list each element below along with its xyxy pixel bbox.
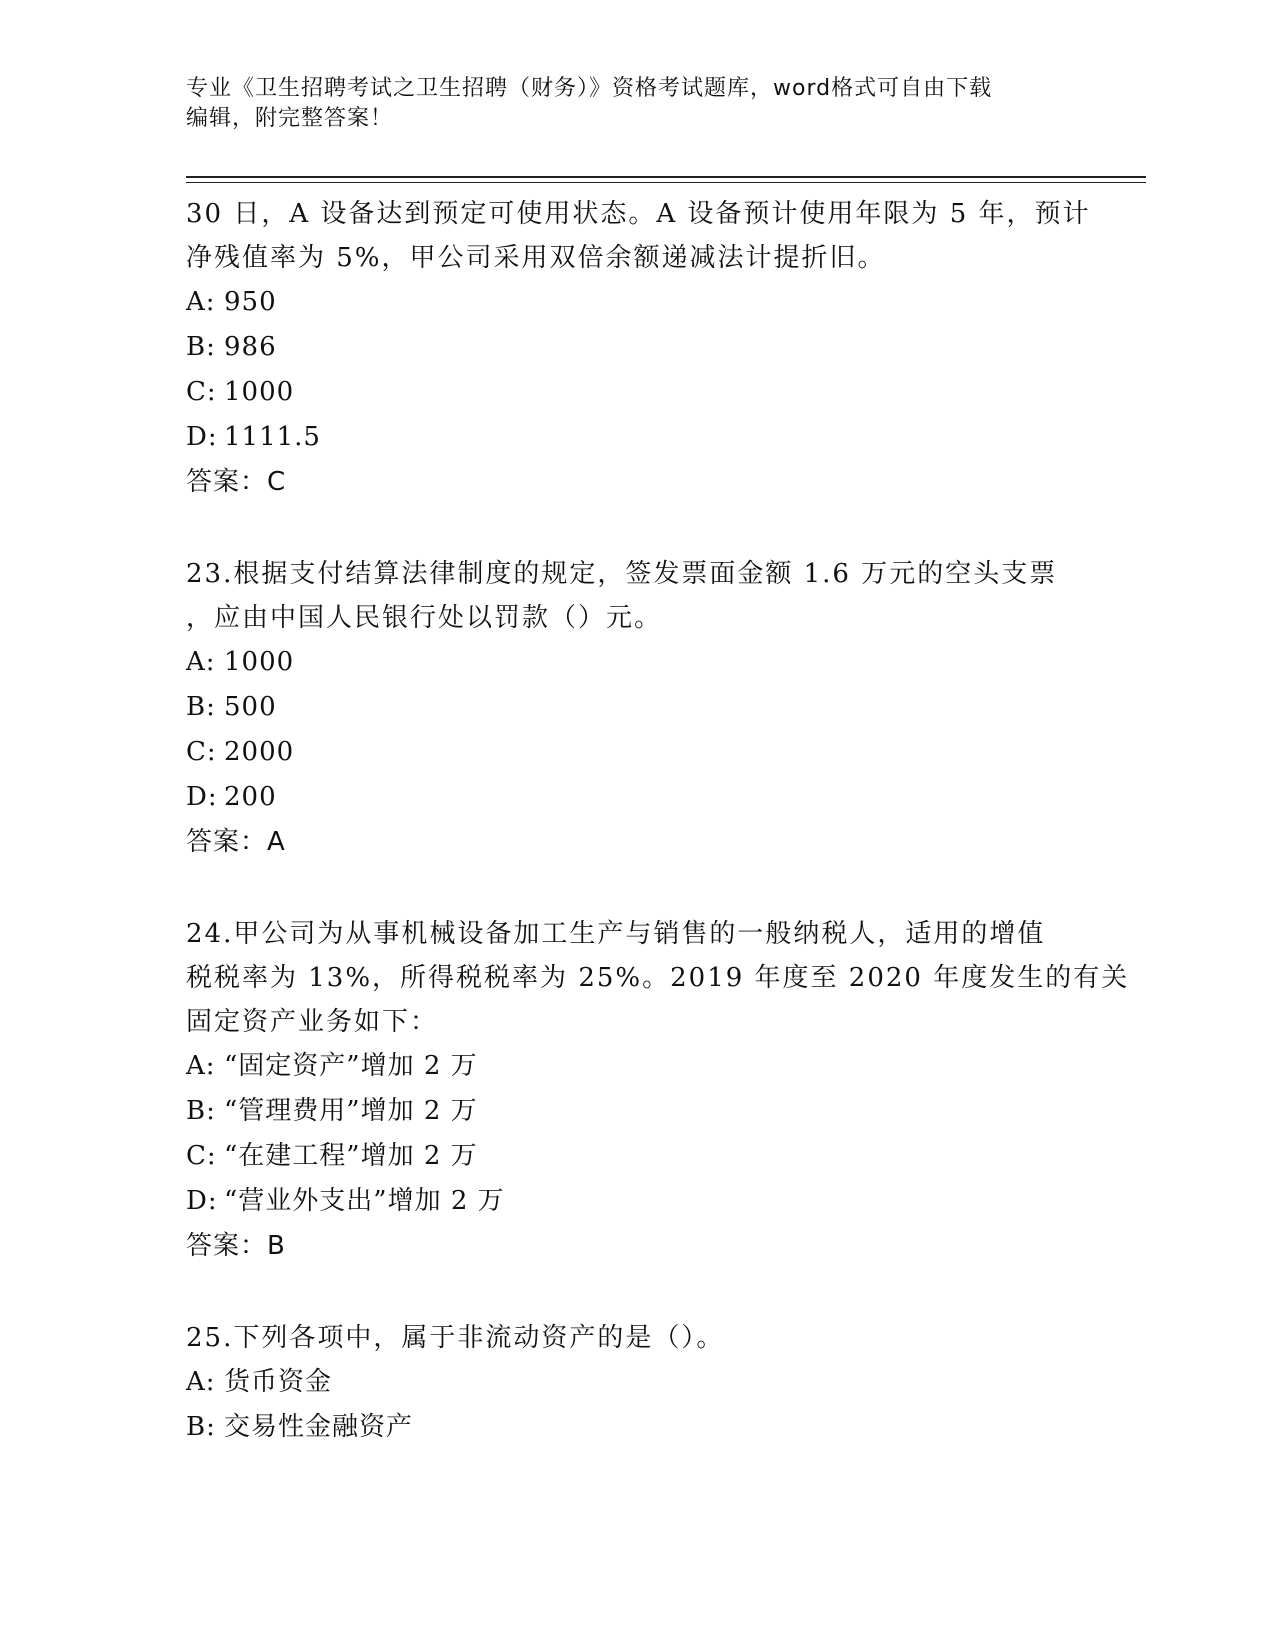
answer-line: 答案：B bbox=[186, 1231, 286, 1261]
question-text bbox=[186, 912, 1130, 1044]
option-value: 1000 bbox=[224, 647, 295, 677]
option-key: B: bbox=[186, 332, 216, 362]
question-text bbox=[186, 192, 1091, 280]
question-text-line: 25.下列各项中，属于非流动资产的是（）。 bbox=[186, 1323, 725, 1353]
header-divider-thin bbox=[186, 182, 1146, 183]
question-text bbox=[186, 552, 1086, 640]
question-block bbox=[186, 552, 1086, 864]
option-key: D: bbox=[186, 422, 218, 452]
answer-line: 答案：C bbox=[186, 467, 287, 497]
option-value: 200 bbox=[224, 782, 277, 812]
option-b bbox=[186, 685, 1086, 730]
option-value: 986 bbox=[224, 332, 277, 362]
option-d bbox=[186, 775, 1086, 820]
question-text-line: 24.甲公司为从事机械设备加工生产与销售的一般纳税人，适用的增值 bbox=[186, 919, 1046, 949]
option-b bbox=[186, 325, 1086, 370]
option-key: A: bbox=[186, 1367, 216, 1397]
answer-line: 答案：A bbox=[186, 827, 286, 857]
option-a bbox=[186, 1044, 1086, 1089]
option-c bbox=[186, 730, 1086, 775]
option-key: A: bbox=[186, 647, 216, 677]
option-value: 500 bbox=[224, 692, 277, 722]
question-block bbox=[186, 192, 1091, 504]
option-key: D: bbox=[186, 1186, 218, 1216]
option-c bbox=[186, 1134, 1086, 1179]
question-block bbox=[186, 912, 1130, 1268]
option-key: C: bbox=[186, 737, 217, 767]
option-a bbox=[186, 640, 1086, 685]
question-text-line: 23.根据支付结算法律制度的规定，签发票面金额 1.6 万元的空头支票 bbox=[186, 559, 1058, 589]
option-key: A: bbox=[186, 287, 216, 317]
option-a bbox=[186, 1360, 1086, 1405]
option-value: 交易性金融资产 bbox=[224, 1412, 414, 1442]
option-key: A: bbox=[186, 1051, 216, 1081]
option-key: D: bbox=[186, 782, 218, 812]
document-header bbox=[186, 74, 1066, 134]
header-line-2: 编辑，附完整答案！ bbox=[186, 106, 394, 131]
question-text-line: 固定资产业务如下： bbox=[186, 1007, 439, 1037]
option-c bbox=[186, 370, 1086, 415]
option-key: B: bbox=[186, 692, 216, 722]
option-value: 1111.5 bbox=[224, 422, 321, 452]
header-divider-thick bbox=[186, 176, 1146, 178]
question-text-line: 净残值率为 5%，甲公司采用双倍余额递减法计提折旧。 bbox=[186, 243, 886, 273]
question-text-line: 30 日，A 设备达到预定可使用状态。A 设备预计使用年限为 5 年，预计 bbox=[186, 199, 1091, 229]
option-b bbox=[186, 1405, 1086, 1450]
header-line-1: 专业《卫生招聘考试之卫生招聘（财务）》资格考试题库，word格式可自由下载 bbox=[186, 76, 993, 101]
option-value: 950 bbox=[224, 287, 277, 317]
option-value: “管理费用”增加 2 万 bbox=[224, 1096, 478, 1126]
option-d bbox=[186, 1179, 1086, 1224]
option-b bbox=[186, 1089, 1086, 1134]
option-value: “固定资产”增加 2 万 bbox=[224, 1051, 478, 1081]
question-text bbox=[186, 1316, 1086, 1360]
option-key: B: bbox=[186, 1096, 216, 1126]
option-key: B: bbox=[186, 1412, 216, 1442]
option-value: 2000 bbox=[224, 737, 295, 767]
question-text-line: 税税率为 13%，所得税税率为 25%。2019 年度至 2020 年度发生的有关 bbox=[186, 963, 1130, 993]
option-key: C: bbox=[186, 377, 217, 407]
option-key: C: bbox=[186, 1141, 217, 1171]
question-list bbox=[186, 190, 1130, 1498]
option-value: “营业外支出”增加 2 万 bbox=[224, 1186, 505, 1216]
option-a bbox=[186, 280, 1086, 325]
option-value: 1000 bbox=[224, 377, 295, 407]
option-value: 货币资金 bbox=[224, 1367, 333, 1397]
option-d bbox=[186, 415, 1086, 460]
option-value: “在建工程”增加 2 万 bbox=[224, 1141, 478, 1171]
question-text-line: ，应由中国人民银行处以罚款（）元。 bbox=[186, 603, 663, 633]
question-block bbox=[186, 1316, 1086, 1450]
